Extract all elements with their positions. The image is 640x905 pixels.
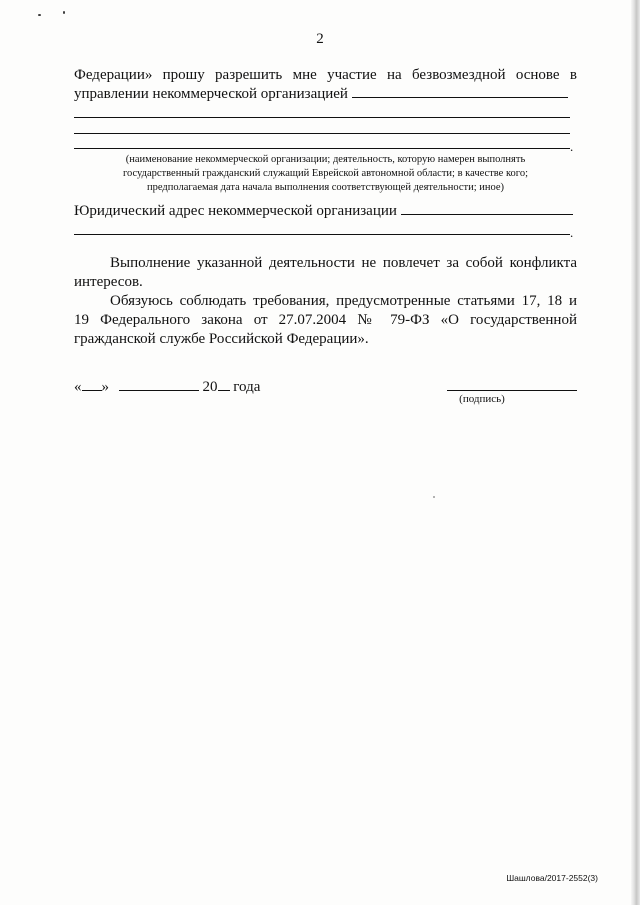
org-caption-line-3: предполагаемая дата начала выполнения соответствующей деятельности; иное) — [146, 182, 505, 193]
legal-address-line-2 — [74, 234, 570, 235]
signature-caption: (подпись) — [459, 393, 505, 405]
request-line-1: Федерации» прошу разрешить мне участие на безвозмездной основе в — [74, 67, 577, 83]
scan-speck — [38, 14, 41, 16]
date-open-quote: « — [74, 379, 82, 395]
legal-address-row — [74, 202, 577, 221]
org-details-caption — [74, 153, 577, 195]
year-prefix: 20 — [202, 379, 218, 395]
line-end-period: . — [570, 225, 574, 240]
date-close-quote: » — [101, 379, 109, 395]
obligation-line-3: гражданской службе Российской Федерации». — [74, 331, 369, 347]
obligation-line-2: 19 Федерального закона от 27.07.2004 № 79-ФЗ «О государственной — [74, 312, 577, 328]
org-caption-line-1: (наименование некоммерческой организации; деятельность, которую намерен выполнять — [125, 154, 526, 165]
org-caption-line-2: государственный гражданский служащий Еврейской автономной области; в качестве кого; — [122, 168, 529, 179]
page-number: 2 — [316, 31, 324, 47]
obligation-line-1: Обязуюсь соблюдать требования, предусмотренные статьями 17, 18 и — [110, 293, 577, 309]
year-blank — [218, 378, 230, 391]
month-blank — [119, 378, 199, 391]
request-line-2: управлении некоммерческой организацией — [74, 86, 348, 102]
org-name-blank — [352, 85, 568, 98]
day-blank — [82, 378, 102, 391]
org-details-line-3 — [74, 148, 570, 149]
scan-speck — [63, 11, 65, 14]
scan-edge-shadow — [631, 0, 640, 905]
no-conflict-line-2: интересов. — [74, 274, 143, 290]
date-field — [74, 378, 314, 397]
document-reference-code: Шашлова/2017-2552(3) — [506, 873, 598, 883]
legal-address-label: Юридический адрес некоммерческой организации — [74, 203, 397, 219]
year-suffix: года — [233, 379, 261, 395]
scan-speck — [433, 496, 435, 498]
org-details-line-1 — [74, 117, 570, 118]
no-conflict-line-1: Выполнение указанной деятельности не повлечет за собой конфликта — [110, 255, 577, 271]
request-line-2-row — [74, 85, 577, 104]
signature-line — [447, 390, 577, 391]
legal-address-blank — [401, 202, 573, 215]
line-end-period: . — [570, 139, 574, 154]
org-details-line-2 — [74, 133, 570, 134]
